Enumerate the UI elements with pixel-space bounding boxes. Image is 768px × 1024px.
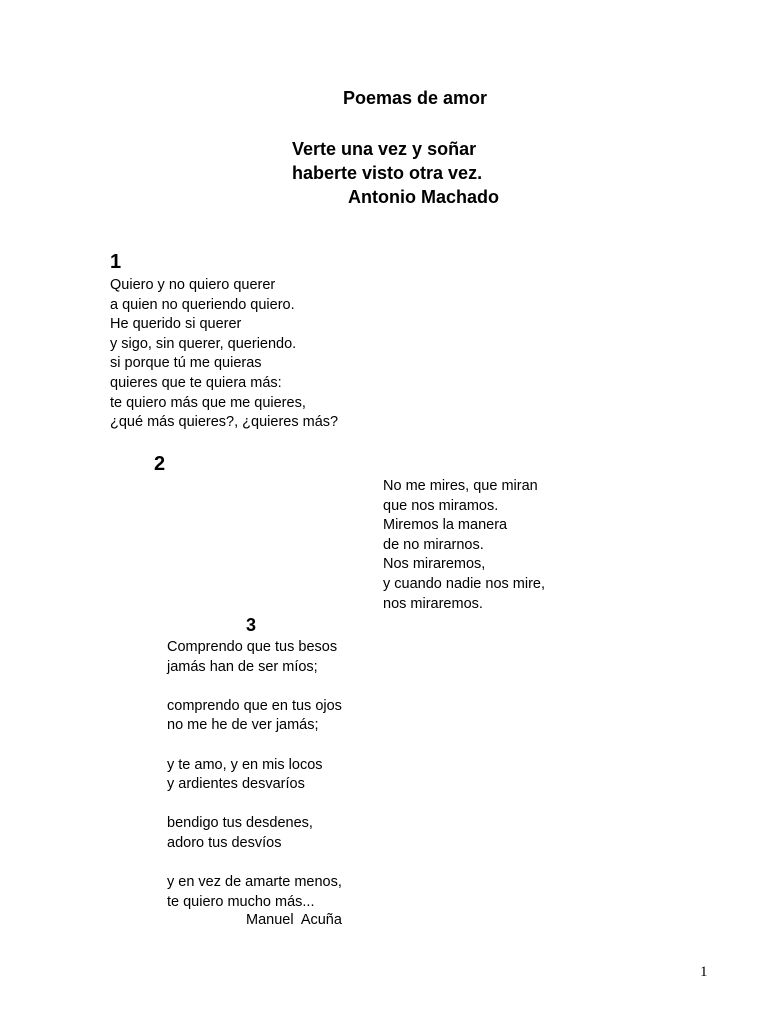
stanza bbox=[167, 873, 342, 912]
poem-number: 1 bbox=[110, 251, 122, 273]
verse-line: y te amo, y en mis locos bbox=[167, 756, 323, 773]
poem-number: 3 bbox=[246, 615, 257, 635]
verse-line: y en vez de amarte menos, bbox=[167, 874, 342, 891]
stanza bbox=[167, 756, 342, 795]
verse-line: no me he de ver jamás; bbox=[167, 717, 319, 734]
epigraph-line: haberte visto otra vez. bbox=[292, 163, 483, 183]
verse-line: adoro tus desvíos bbox=[167, 834, 282, 851]
epigraph-author: Antonio Machado bbox=[348, 187, 499, 207]
verse-line: bendigo tus desdenes, bbox=[167, 815, 313, 832]
epigraph-line: Verte una vez y soñar bbox=[292, 139, 477, 159]
verse-line: comprendo que en tus ojos bbox=[167, 697, 342, 714]
poem-3 bbox=[167, 638, 342, 912]
verse-line: y cuando nadie nos mire, bbox=[383, 575, 546, 592]
verse-line: jamás han de ser míos; bbox=[167, 658, 318, 675]
verse-line: y sigo, sin querer, queriendo. bbox=[110, 335, 297, 352]
verse-line: quieres que te quiera más: bbox=[110, 374, 282, 391]
verse-line: y ardientes desvaríos bbox=[167, 776, 305, 793]
poem-number: 2 bbox=[154, 453, 166, 475]
stanza bbox=[383, 477, 545, 614]
verse-line: Nos miraremos, bbox=[383, 556, 486, 573]
verse-line: He querido si querer bbox=[110, 316, 242, 333]
poem-author: Manuel Acuña bbox=[246, 912, 342, 928]
page-number: 1 bbox=[700, 964, 708, 980]
verse-line: te quiero mucho más... bbox=[167, 893, 315, 910]
verse-line: nos miraremos. bbox=[383, 595, 483, 612]
verse-line: te quiero más que me quieres, bbox=[110, 394, 306, 411]
verse-line: de no mirarnos. bbox=[383, 536, 484, 553]
verse-line: a quien no queriendo quiero. bbox=[110, 296, 295, 313]
stanza bbox=[110, 276, 338, 433]
verse-line: que nos miramos. bbox=[383, 497, 499, 514]
poem-1 bbox=[110, 276, 338, 433]
epigraph bbox=[292, 137, 499, 209]
verse-line: Miremos la manera bbox=[383, 517, 508, 534]
stanza bbox=[167, 638, 342, 677]
verse-line: Quiero y no quiero querer bbox=[110, 277, 276, 293]
stanza bbox=[167, 697, 342, 736]
stanza bbox=[167, 814, 342, 853]
document-title: Poemas de amor bbox=[343, 88, 488, 108]
verse-line: si porque tú me quieras bbox=[110, 355, 262, 372]
poem-2 bbox=[383, 477, 545, 614]
verse-line: No me mires, que miran bbox=[383, 478, 538, 494]
verse-line: Comprendo que tus besos bbox=[167, 639, 338, 655]
verse-line: ¿qué más quieres?, ¿quieres más? bbox=[110, 414, 339, 431]
